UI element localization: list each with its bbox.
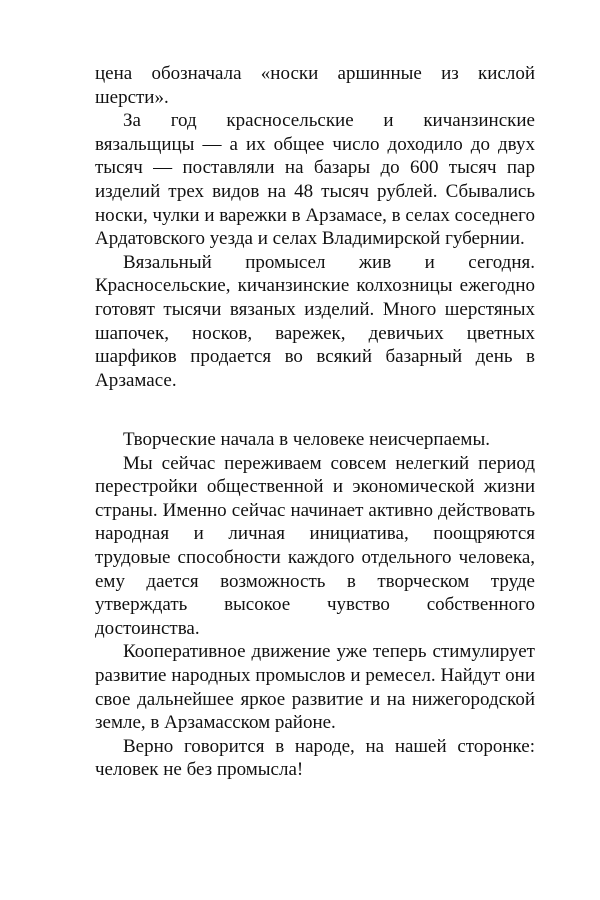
paragraph: Вязальный промысел жив и сегодня. Красносельские, кичанзинские колхозницы ежегодно готовят тысячи вязаных изделий. Много шерстяных шапочек, носков, варежек, девичьих цветных шарфиков продается во всякий базарный день в Арзамасе. [95, 251, 535, 391]
paragraph: Творческие начала в человеке неисчерпаемы. [123, 429, 490, 450]
text-block-bottom [95, 428, 535, 782]
paragraph: Мы сейчас переживаем совсем нелегкий период перестройки общественной и экономической жизни страны. Именно сейчас начинает активно действовать народная и личная инициатива, поощряются трудовые способности каждого отдельного человека, ему дается возможность в творческом труде утверждать высокое чувство собственного достоинства. [95, 452, 535, 639]
paragraph: Кооперативное движение уже теперь стимулирует развитие народных промыслов и ремесел. Найдут они свое дальнейшее яркое развитие и на нижегородской земле, в Арзамасском районе. [95, 641, 535, 734]
paragraph: Верно говорится в народе, на нашей сторонке: человек не без промысла! [95, 735, 535, 781]
paragraph: цена обозначала «носки аршинные из кислой шерсти». [95, 63, 535, 108]
paragraph: За год красносельские и кичанзинские вязальщицы — а их общее число доходило до двух тысяч — поставляли на базары до 600 тысяч пар изделий трех видов на 48 тысяч рублей. Сбывались носки, чулки и варежки в Арзамасе, в селах соседнего Ардатовского уезда и селах Владимирской губернии. [95, 110, 535, 250]
text-block-top [95, 62, 535, 392]
